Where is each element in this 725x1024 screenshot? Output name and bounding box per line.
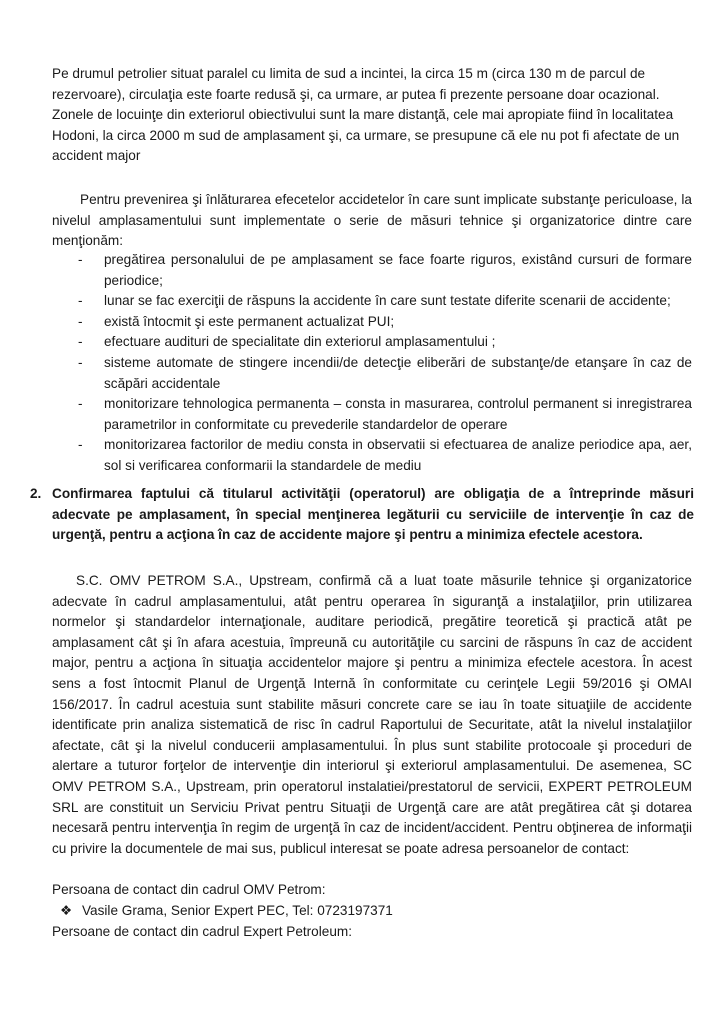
bullet-dash: - [78, 252, 83, 267]
list-item [52, 332, 692, 353]
list-item [52, 435, 692, 476]
contact-person: Vasile Grama, Senior Expert PEC, Tel: 0723197371 [82, 903, 393, 918]
list-item-text: lunar se fac exerciţii de răspuns la accidente în care sunt testate diferite scenarii de accidente; [104, 293, 671, 309]
measures-list [52, 250, 692, 477]
list-item [52, 291, 692, 312]
list-item [52, 353, 692, 394]
list-item-text: există întocmit şi este permanent actualizat PUI; [104, 313, 395, 329]
section-heading [30, 484, 694, 546]
section-number: 2. [30, 486, 42, 501]
contact-label-expert: Persoane de contact din cadrul Expert Petroleum: [52, 924, 352, 939]
list-item-text: monitorizare tehnologica permanenta – consta in masurarea, controlul permanent si inregistrarea parametrilor in conformitate cu prevederile standardelor de operare [104, 396, 692, 432]
section-heading-text: Confirmarea faptului că titularul activităţii (operatorul) are obligaţia de a întreprinde măsuri adecvate pe amplasament, în special menţinerea legăturii cu serviciile de intervenţie în caz de urgenţă, pentru a acţiona în caz de accidente majore şi pentru a minimiza efectele acestora. [52, 486, 694, 543]
contact-label-omv: Persoana de contact din cadrul OMV Petrom: [52, 882, 326, 897]
bullet-dash: - [78, 293, 83, 309]
list-item [52, 250, 692, 291]
contact-item-omv [60, 901, 393, 922]
list-item [52, 394, 692, 435]
list-item-text: pregătirea personalului de pe amplasament se face foarte riguros, existând cursuri de formare periodice; [104, 252, 692, 288]
list-item-text: monitorizarea factorilor de mediu consta in observatii si efectuarea de analize periodice apa, aer, sol si verificarea conformarii la standardele de mediu [104, 437, 692, 473]
bullet-dash: - [78, 437, 83, 453]
paragraph-omv-confirmation: S.C. OMV PETROM S.A., Upstream, confirmă că a luat toate măsurile tehnice şi organizatorice adecvate în cadrul amplasamentului, atât pentru operarea în siguranţă a instalaţiilor, prin utilizarea normelor şi standardelor internaţionale, auditare periodică, pregătire teoretică şi practică atât pe amplasament cât şi în afara acestuia, împreună cu autorităţile cu sarcini de răspuns în caz de accident major, pentru a acţiona în situaţia accidentelor majore şi pentru a minimiza efectele acestora. În acest sens a fost întocmit Planul de Urgenţă Internă în conformitate cu cerinţele Legii 59/2016 şi OMAI 156/2017. În cadrul acestuia sunt stabilite măsuri concrete care se iau în toate situaţiile de accidente identificate prin analiza sistematică de risc în cadrul Raportului de Securitate, atât la nivelul instalaţiilor afectate, cât şi la nivelul conducerii amplasamentului. În plus sunt stabilite protocoale şi proceduri de alertare a tuturor forţelor de intervenţie din interiorul şi exteriorul amplasamentului. De asemenea, SC OMV PETROM S.A., Upstream, prin operatorul instalatiei/prestatorul de servicii, EXPERT PETROLEUM SRL are constituit un Serviciu Privat pentru Situaţii de Urgenţă care are atât pregătirea cât şi dotarea necesară pentru intervenţia în regim de urgenţă în caz de incident/accident. Pentru obţinerea de informaţii cu privire la documentele de mai sus, publicul interesat se poate adresa persoanelor de contact: [52, 573, 692, 856]
list-item-text: sisteme automate de stingere incendii/de detecţie eliberări de substanţe/de etanşare în caz de scăpări accidentale [104, 354, 692, 391]
diamond-bullet-icon: ❖ [60, 903, 73, 918]
bullet-dash: - [78, 396, 83, 412]
paragraph-traffic-residential: Pe drumul petrolier situat paralel cu limita de sud a incintei, la circa 15 m (circa 130 m de parcul de rezervoare), circulaţia este foarte redusă şi, ca urmare, ar putea fi prezente persoane doar ocazional. Zonele de locuinţe din exteriorul obiectivului sunt la mare distanţă, cele mai apropiate fiind în localitatea Hodoni, la circa 2000 m sud de amplasament şi, ca urmare, se presupune că ele nu pot fi afectate de un accident major [52, 66, 680, 164]
list-item [52, 312, 692, 333]
list-item-text: efectuare audituri de specialitate din exteriorul amplasamentului ; [104, 334, 496, 350]
bullet-dash: - [78, 313, 83, 329]
paragraph-prevention-intro: Pentru prevenirea şi înlăturarea efecetelor accidetelor în care sunt implicate substanţe periculoase, la nivelul amplasamentului sunt implementate o serie de măsuri tehnice şi organizatorice dintre care menţionăm: [52, 192, 692, 249]
bullet-dash: - [78, 354, 83, 370]
bullet-dash: - [78, 334, 83, 350]
